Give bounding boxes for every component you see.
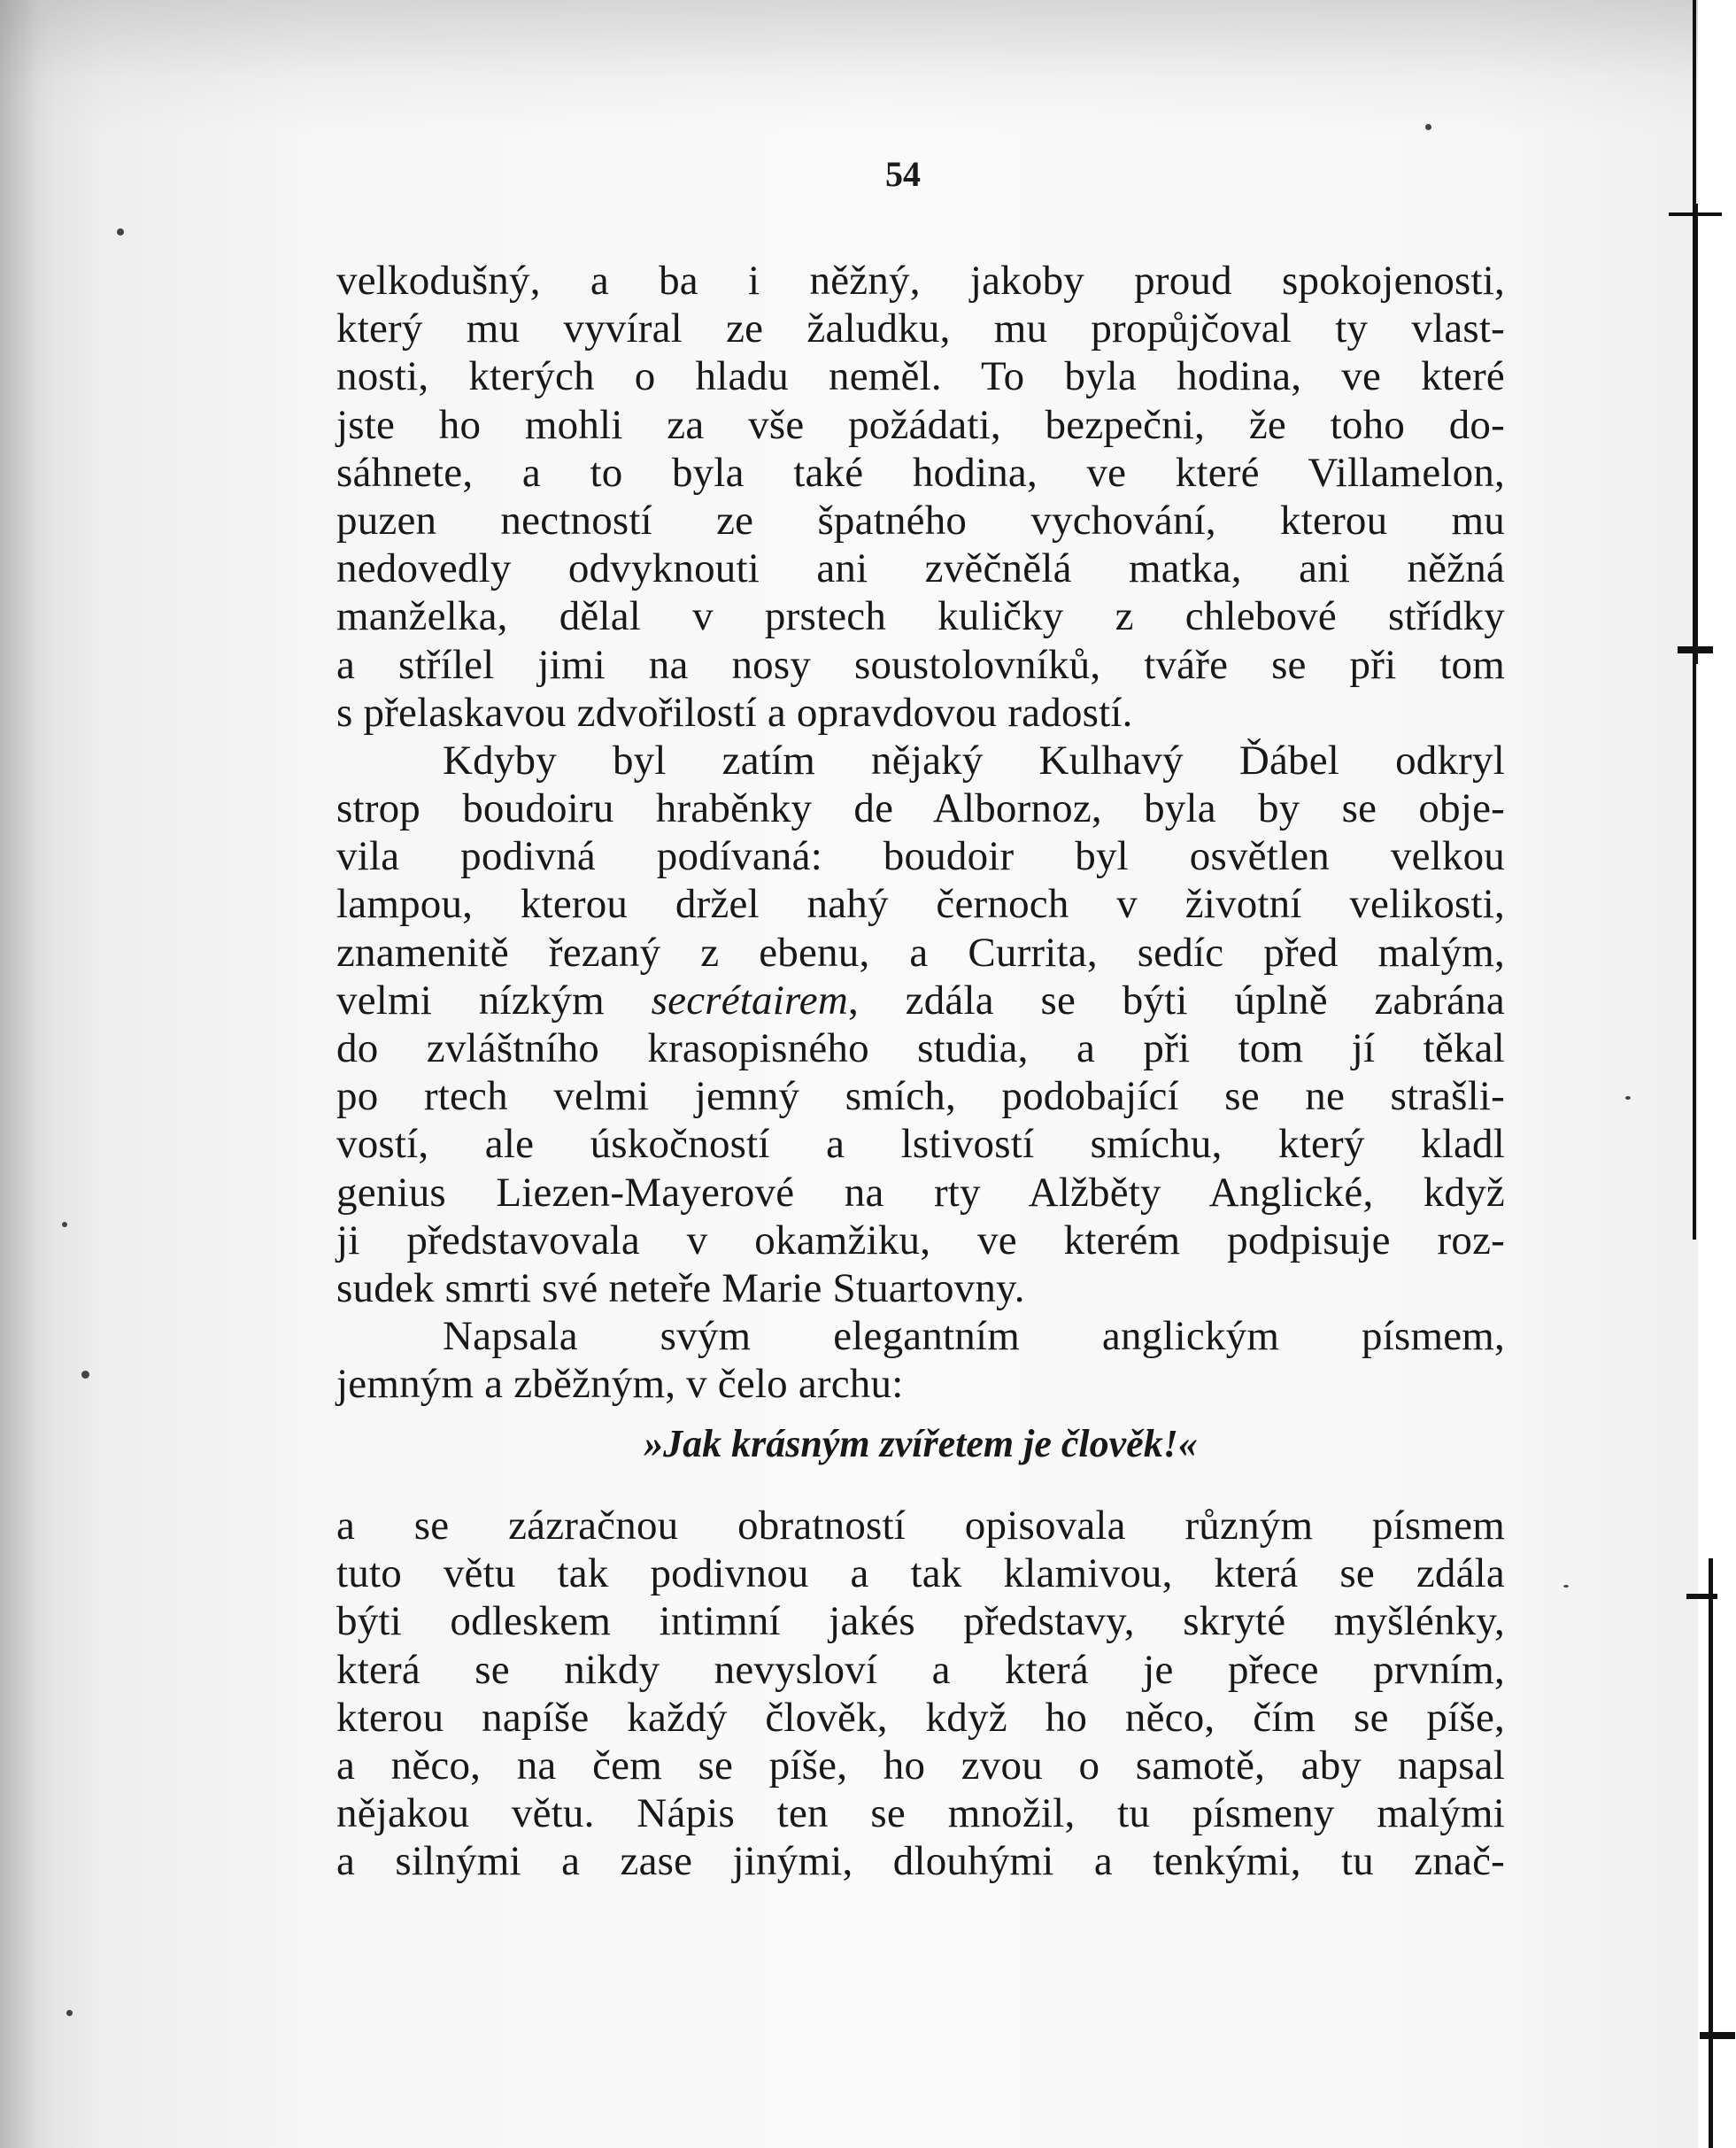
text-line: nosti, kterých o hladu neměl. To byla hodina, ve které: [336, 353, 1505, 400]
text-line: genius Liezen-Mayerové na rty Alžběty Anglické, když: [336, 1169, 1505, 1216]
scan-edge-tick: [1669, 212, 1722, 216]
text-line: Napsala svým elegantním anglickým písmem,: [443, 1313, 1505, 1360]
text-line: sáhnete, a to byla také hodina, ve které Villamelon,: [336, 449, 1505, 496]
text-line: jste ho mohli za vše požádati, bezpečni, že toho do-: [336, 401, 1505, 448]
text-line: puzen nectností ze špatného vychování, kterou mu: [336, 497, 1505, 544]
dust-speck: [117, 228, 124, 236]
text-line: lampou, kterou držel nahý černoch v životní velikosti,: [336, 881, 1505, 928]
text-line: která se nikdy nevysloví a která je přece prvním,: [336, 1646, 1505, 1693]
text-line: jemným a zběžným, v čelo archu:: [336, 1361, 904, 1408]
dust-speck: [81, 1371, 89, 1379]
dust-speck: [62, 1222, 67, 1227]
text-line: vostí, ale úskočností a lstivostí smíchu, který kladl: [336, 1121, 1505, 1168]
text-line: nedovedly odvyknouti ani zvěčnělá matka, ani něžná: [336, 545, 1505, 592]
text-line: a něco, na čem se píše, ho zvou o samotě, aby napsal: [336, 1742, 1505, 1789]
scan-edge-line-lower: [1709, 1558, 1713, 2148]
text-line: býti odleskem intimní jakés představy, skryté myšlénky,: [336, 1598, 1505, 1645]
quote-line: »Jak krásným zvířetem je člověk!«: [644, 1422, 1198, 1465]
text-line: sudek smrti své neteře Marie Stuartovny.: [336, 1264, 1025, 1311]
scan-edge-tick: [1686, 1594, 1717, 1599]
dust-speck: [66, 2010, 73, 2016]
text-line: velkodušný, a ba i něžný, jakoby proud spokojenosti,: [336, 258, 1505, 304]
text-line-with-italic: velmi nízkým secrétairem, zdála se býti úplně zabrána: [336, 977, 1505, 1024]
text-line: znamenitě řezaný z ebenu, a Currita, sedíc před malým,: [336, 929, 1505, 976]
text-line: tuto větu tak podivnou a tak klamivou, která se zdála: [336, 1550, 1505, 1597]
scan-right-margin: [1698, 0, 1736, 2148]
text-line: do zvláštního krasopisného studia, a při tom jí těkal: [336, 1025, 1505, 1071]
text-line: který mu vyvíral ze žaludku, mu propůjčoval ty vlast-: [336, 305, 1505, 352]
text-line: a střílel jimi na nosy soustolovníků, tváře se při tom: [336, 641, 1505, 688]
scan-edge-line-mid: [1695, 204, 1698, 664]
text-line: a se zázračnou obratností opisovala různým písmem: [336, 1503, 1505, 1549]
text-line: po rtech velmi jemný smích, podobající se ne strašli-: [336, 1073, 1505, 1120]
page-number: 54: [885, 154, 921, 194]
text-line: kterou napíše každý člověk, když ho něco, čím se píše,: [336, 1694, 1505, 1741]
text-line: a silnými a zase jinými, dlouhými a tenkými, tu znač-: [336, 1838, 1505, 1885]
scan-edge-tick: [1678, 646, 1713, 653]
text-line: vila podivná podívaná: boudoir byl osvětlen velkou: [336, 833, 1505, 880]
text-block-upper: [336, 257, 1505, 1409]
italic-word: secrétairem: [651, 977, 848, 1024]
text-line: manželka, dělal v prstech kuličky z chlebové střídky: [336, 593, 1505, 640]
scan-shadow-left: [0, 0, 53, 2148]
dust-speck: [1425, 124, 1431, 130]
text-line: nějakou větu. Nápis ten se množil, tu písmeny malými: [336, 1790, 1505, 1837]
text-line: Kdyby byl zatím nějaký Kulhavý Ďábel odkryl: [443, 737, 1505, 784]
scan-shadow-top: [0, 0, 1736, 133]
text-line: strop boudoiru hraběnky de Albornoz, byla by se obje-: [336, 785, 1505, 832]
scan-edge-tick: [1700, 2032, 1735, 2039]
dust-speck: [1563, 1585, 1569, 1588]
dust-speck: [1625, 1096, 1631, 1100]
text-line: ji představovala v okamžiku, ve kterém podpisuje roz-: [336, 1217, 1505, 1263]
text-block-lower: [336, 1502, 1505, 1886]
text-line: s přelaskavou zdvořilostí a opravdovou radostí.: [336, 689, 1133, 736]
